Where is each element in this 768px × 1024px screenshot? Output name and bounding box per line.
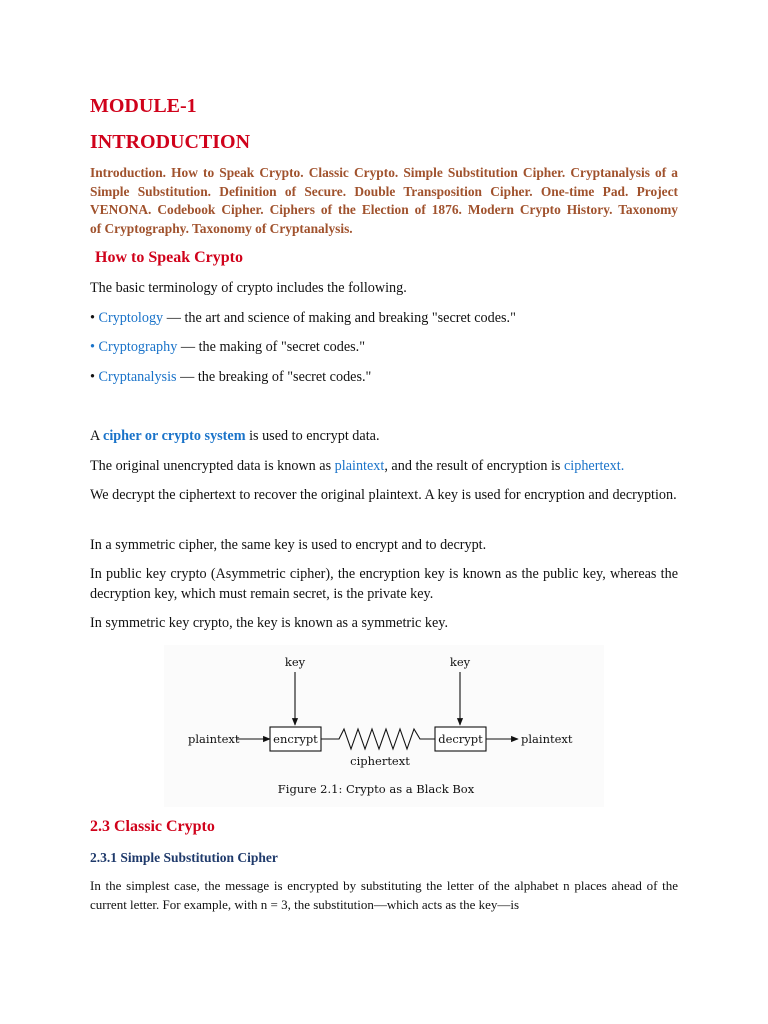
substitution-cipher-heading: 2.3.1 Simple Substitution Cipher bbox=[90, 850, 278, 865]
cipher-term: cipher or crypto system bbox=[103, 428, 246, 444]
key-label-left: key bbox=[284, 655, 306, 669]
term-label: Cryptography bbox=[98, 339, 178, 355]
crypto-black-box-figure bbox=[164, 645, 604, 807]
term-cryptanalysis bbox=[90, 368, 371, 388]
term-definition: — the making of "secret codes." bbox=[177, 339, 366, 355]
bullet: • bbox=[90, 339, 95, 355]
ciphertext-label: ciphertext bbox=[350, 754, 410, 768]
term-label: Cryptanalysis bbox=[98, 369, 177, 385]
public-key-paragraph: In public key crypto (Asymmetric cipher), the encryption key is known as the public key, whereas the decryption key, which must remain secret, is the private key. bbox=[90, 566, 678, 602]
bullet: • bbox=[90, 369, 95, 385]
section-title: INTRODUCTION bbox=[90, 131, 251, 153]
text-run: , and the result of encryption is bbox=[384, 458, 564, 474]
term-definition: — the breaking of "secret codes." bbox=[176, 369, 372, 385]
summary-line: Introduction. How to Speak Crypto. Classic Crypto. Simple Substitution Cipher. Cryptanalysis of a bbox=[90, 165, 678, 180]
text-run: A bbox=[90, 428, 104, 444]
text-run: is used to encrypt data. bbox=[245, 428, 380, 444]
encrypt-label: encrypt bbox=[273, 732, 318, 746]
ciphertext-term: ciphertext. bbox=[564, 458, 625, 474]
term-cryptology bbox=[90, 309, 516, 329]
classic-crypto-heading: 2.3 Classic Crypto bbox=[90, 818, 215, 835]
key-label-right: key bbox=[449, 655, 471, 669]
terminology-intro: The basic terminology of crypto includes the following. bbox=[90, 280, 407, 296]
term-cryptography bbox=[90, 338, 365, 358]
summary-line: of Cryptography. Taxonomy of Cryptanalysis. bbox=[90, 220, 353, 236]
decrypt-paragraph: We decrypt the ciphertext to recover the original plaintext. A key is used for encryption and decryption. bbox=[90, 487, 677, 503]
summary-line: VENONA. Codebook Cipher. Ciphers of the Election of 1876. Modern Crypto History. Taxonomy bbox=[90, 202, 678, 218]
plaintext-input-label: plaintext bbox=[188, 732, 240, 746]
module-title: MODULE-1 bbox=[90, 95, 197, 117]
summary-line: Simple Substitution. Definition of Secure. Double Transposition Cipher. One-time Pad. Project bbox=[90, 183, 678, 199]
crypto-diagram bbox=[164, 645, 604, 807]
symmetric-key-sentence: In symmetric key crypto, the key is known as a symmetric key. bbox=[90, 615, 449, 631]
decrypt-label: decrypt bbox=[438, 732, 483, 746]
term-label: Cryptology bbox=[98, 310, 164, 326]
bullet: • bbox=[90, 310, 95, 326]
plaintext-term: plaintext bbox=[334, 458, 385, 474]
speak-crypto-heading: How to Speak Crypto bbox=[95, 249, 244, 266]
plaintext-sentence bbox=[90, 457, 624, 477]
ciphertext-channel bbox=[321, 729, 435, 749]
term-definition: — the art and science of making and breaking "secret codes." bbox=[163, 310, 516, 326]
text-run: The original unencrypted data is known as bbox=[90, 458, 335, 474]
cipher-sentence bbox=[90, 427, 380, 447]
symmetric-sentence: In a symmetric cipher, the same key is used to encrypt and to decrypt. bbox=[90, 537, 487, 553]
substitution-paragraph: In the simplest case, the message is encrypted by substituting the letter of the alphabet n places ahead of the current letter. For example, with n = 3, the substitution—which acts as the key—is bbox=[90, 878, 678, 912]
plaintext-output-label: plaintext bbox=[521, 732, 573, 746]
module-summary bbox=[90, 164, 678, 238]
figure-caption: Figure 2.1: Crypto as a Black Box bbox=[277, 782, 475, 796]
